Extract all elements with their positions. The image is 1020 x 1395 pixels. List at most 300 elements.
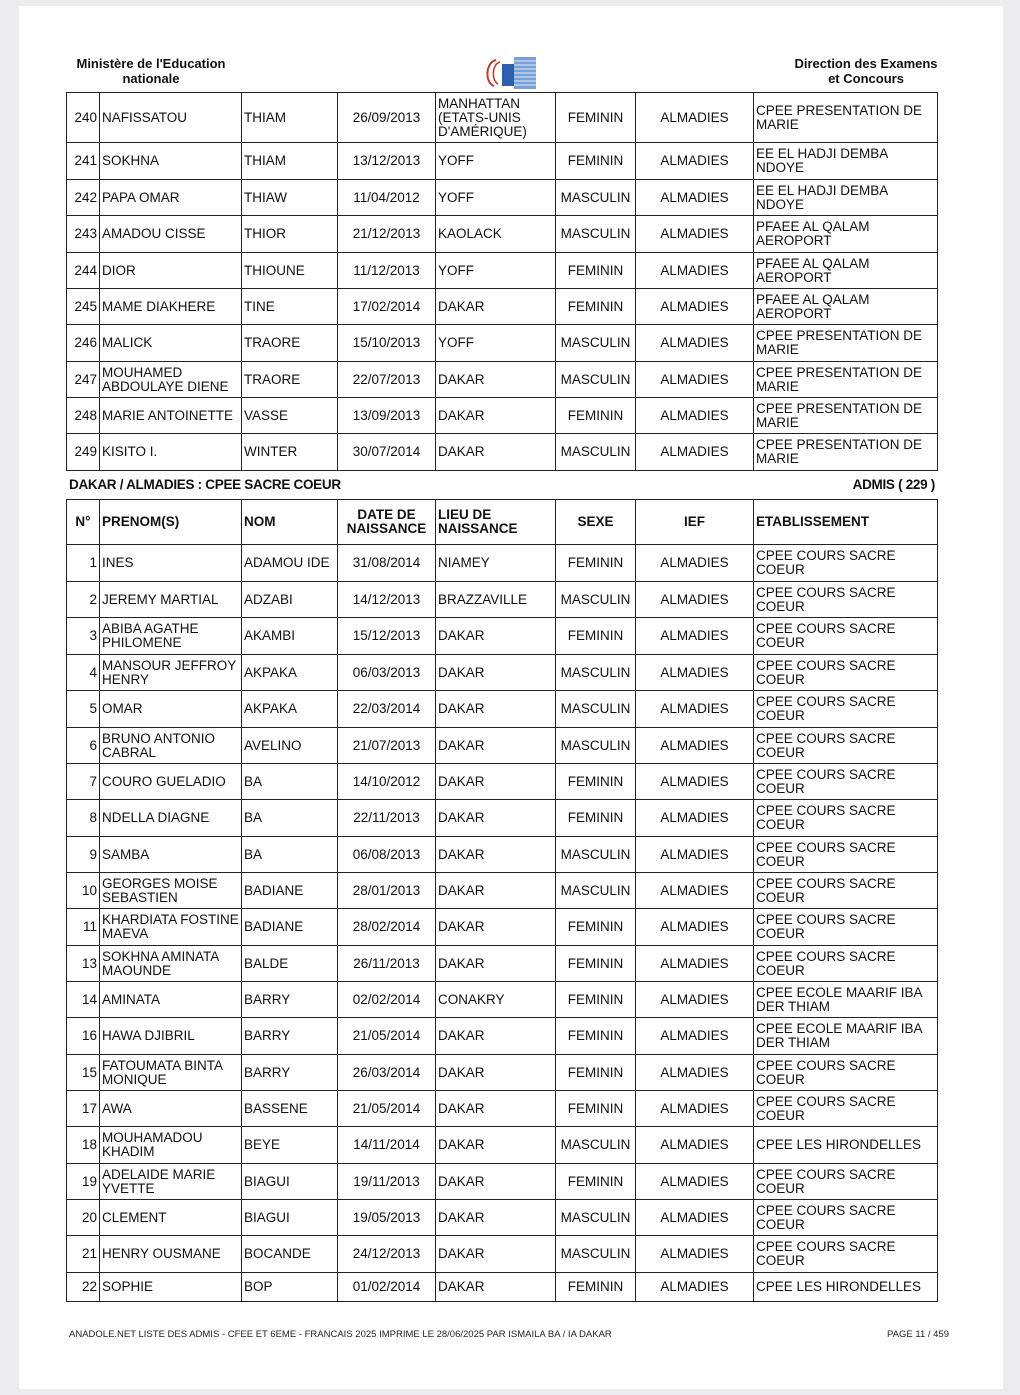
cell-no: 249 bbox=[67, 434, 100, 471]
cell-prenom: AWA bbox=[100, 1091, 242, 1127]
ministry-line-2: nationale bbox=[122, 71, 180, 86]
cell-no: 3 bbox=[67, 618, 100, 655]
cell-lieu: DAKAR bbox=[436, 691, 556, 728]
col-header-date: DATE DE NAISSANCE bbox=[338, 500, 436, 545]
cell-ief: ALMADIES bbox=[636, 93, 754, 143]
table-row bbox=[67, 909, 938, 946]
cell-prenom: SOKHNA AMINATA MAOUNDE bbox=[100, 946, 242, 982]
cell-no: 7 bbox=[67, 764, 100, 800]
cell-no: 1 bbox=[67, 545, 100, 582]
cell-ief: ALMADIES bbox=[636, 655, 754, 691]
cell-date: 11/12/2013 bbox=[338, 253, 436, 289]
cell-prenom: ABIBA AGATHE PHILOMENE bbox=[100, 618, 242, 655]
table-row bbox=[67, 289, 938, 325]
cell-date: 19/05/2013 bbox=[338, 1200, 436, 1236]
cell-no: 2 bbox=[67, 582, 100, 618]
cell-no: 242 bbox=[67, 180, 100, 216]
cell-nom: BARRY bbox=[242, 982, 338, 1018]
cell-no: 21 bbox=[67, 1236, 100, 1273]
cell-date: 26/11/2013 bbox=[338, 946, 436, 982]
cell-date: 28/01/2013 bbox=[338, 873, 436, 909]
cell-date: 15/10/2013 bbox=[338, 325, 436, 362]
col-header-etab: ETABLISSEMENT bbox=[754, 500, 938, 545]
cell-nom: THIAM bbox=[242, 143, 338, 180]
cell-ief: ALMADIES bbox=[636, 434, 754, 471]
cell-no: 6 bbox=[67, 728, 100, 764]
cell-etab: CPEE PRESENTATION DE MARIE bbox=[754, 434, 938, 471]
cell-prenom: CLEMENT bbox=[100, 1200, 242, 1236]
cell-etab: CPEE ECOLE MAARIF IBA DER THIAM bbox=[754, 982, 938, 1018]
cell-sexe: FEMININ bbox=[556, 1164, 636, 1200]
cell-nom: AVELINO bbox=[242, 728, 338, 764]
table-row bbox=[67, 582, 938, 618]
cell-sexe: FEMININ bbox=[556, 143, 636, 180]
cell-lieu: DAKAR bbox=[436, 434, 556, 471]
cell-nom: BA bbox=[242, 800, 338, 837]
cell-prenom: AMINATA bbox=[100, 982, 242, 1018]
cell-lieu: DAKAR bbox=[436, 1055, 556, 1091]
cell-prenom: DIOR bbox=[100, 253, 242, 289]
cell-etab: PFAEE AL QALAM AEROPORT bbox=[754, 289, 938, 325]
cell-etab: CPEE COURS SACRE COEUR bbox=[754, 691, 938, 728]
cell-ief: ALMADIES bbox=[636, 873, 754, 909]
cell-sexe: MASCULIN bbox=[556, 1236, 636, 1273]
cell-date: 01/02/2014 bbox=[338, 1273, 436, 1302]
cell-date: 17/02/2014 bbox=[338, 289, 436, 325]
cell-date: 21/05/2014 bbox=[338, 1018, 436, 1055]
cell-prenom: COURO GUELADIO bbox=[100, 764, 242, 800]
table-row bbox=[67, 655, 938, 691]
cell-etab: CPEE PRESENTATION DE MARIE bbox=[754, 398, 938, 434]
cell-lieu: DAKAR bbox=[436, 1236, 556, 1273]
document-page bbox=[19, 6, 1003, 1389]
table-row bbox=[67, 325, 938, 362]
cell-no: 17 bbox=[67, 1091, 100, 1127]
cell-no: 246 bbox=[67, 325, 100, 362]
cell-lieu: KAOLACK bbox=[436, 216, 556, 253]
cell-no: 20 bbox=[67, 1200, 100, 1236]
cell-date: 21/12/2013 bbox=[338, 216, 436, 253]
cell-etab: CPEE COURS SACRE COEUR bbox=[754, 545, 938, 582]
cell-prenom: INES bbox=[100, 545, 242, 582]
cell-etab: PFAEE AL QALAM AEROPORT bbox=[754, 216, 938, 253]
cell-sexe: FEMININ bbox=[556, 1273, 636, 1302]
admis-count: ADMIS ( 229 ) bbox=[852, 477, 935, 492]
table-row bbox=[67, 728, 938, 764]
table-header-row bbox=[67, 500, 938, 545]
cell-no: 13 bbox=[67, 946, 100, 982]
ministry-logo-icon bbox=[474, 56, 540, 90]
cell-lieu: YOFF bbox=[436, 143, 556, 180]
table-row bbox=[67, 1273, 938, 1302]
table-row bbox=[67, 216, 938, 253]
col-header-ief: IEF bbox=[636, 500, 754, 545]
cell-etab: CPEE COURS SACRE COEUR bbox=[754, 1164, 938, 1200]
col-header-lieu: LIEU DE NAISSANCE bbox=[436, 500, 556, 545]
cell-sexe: MASCULIN bbox=[556, 362, 636, 398]
cell-date: 19/11/2013 bbox=[338, 1164, 436, 1200]
cell-sexe: FEMININ bbox=[556, 618, 636, 655]
cell-nom: AKPAKA bbox=[242, 655, 338, 691]
cell-no: 5 bbox=[67, 691, 100, 728]
cell-no: 248 bbox=[67, 398, 100, 434]
cell-date: 26/03/2014 bbox=[338, 1055, 436, 1091]
cell-date: 06/08/2013 bbox=[338, 837, 436, 873]
cell-nom: BOP bbox=[242, 1273, 338, 1302]
cell-etab: EE EL HADJI DEMBA NDOYE bbox=[754, 143, 938, 180]
cell-no: 245 bbox=[67, 289, 100, 325]
table-row bbox=[67, 545, 938, 582]
cell-etab: CPEE COURS SACRE COEUR bbox=[754, 655, 938, 691]
cell-nom: TINE bbox=[242, 289, 338, 325]
table-row bbox=[67, 618, 938, 655]
cell-etab: CPEE COURS SACRE COEUR bbox=[754, 800, 938, 837]
cell-ief: ALMADIES bbox=[636, 398, 754, 434]
cell-prenom: OMAR bbox=[100, 691, 242, 728]
table-row bbox=[67, 434, 938, 471]
cell-date: 02/02/2014 bbox=[338, 982, 436, 1018]
cell-prenom: AMADOU CISSE bbox=[100, 216, 242, 253]
cell-etab: CPEE COURS SACRE COEUR bbox=[754, 728, 938, 764]
cell-prenom: JEREMY MARTIAL bbox=[100, 582, 242, 618]
cell-lieu: DAKAR bbox=[436, 873, 556, 909]
cell-nom: BADIANE bbox=[242, 909, 338, 946]
cell-nom: ADZABI bbox=[242, 582, 338, 618]
cell-lieu: DAKAR bbox=[436, 1273, 556, 1302]
table-row bbox=[67, 1164, 938, 1200]
cell-sexe: MASCULIN bbox=[556, 691, 636, 728]
cell-sexe: FEMININ bbox=[556, 909, 636, 946]
cell-nom: ADAMOU IDE bbox=[242, 545, 338, 582]
cell-lieu: DAKAR bbox=[436, 398, 556, 434]
cell-etab: CPEE COURS SACRE COEUR bbox=[754, 764, 938, 800]
table-row bbox=[67, 764, 938, 800]
cell-nom: THIOR bbox=[242, 216, 338, 253]
cell-prenom: ADELAIDE MARIE YVETTE bbox=[100, 1164, 242, 1200]
cell-no: 22 bbox=[67, 1273, 100, 1302]
cell-lieu: DAKAR bbox=[436, 800, 556, 837]
cell-lieu: YOFF bbox=[436, 325, 556, 362]
cell-nom: BA bbox=[242, 764, 338, 800]
cell-prenom: BRUNO ANTONIO CABRAL bbox=[100, 728, 242, 764]
cell-no: 247 bbox=[67, 362, 100, 398]
ministry-line-1: Ministère de l'Education bbox=[76, 56, 226, 71]
cell-date: 14/10/2012 bbox=[338, 764, 436, 800]
col-header-sexe: SEXE bbox=[556, 500, 636, 545]
cell-no: 16 bbox=[67, 1018, 100, 1055]
cell-ief: ALMADIES bbox=[636, 982, 754, 1018]
cell-etab: CPEE PRESENTATION DE MARIE bbox=[754, 325, 938, 362]
cell-nom: BADIANE bbox=[242, 873, 338, 909]
cell-nom: BASSENE bbox=[242, 1091, 338, 1127]
cell-prenom: NDELLA DIAGNE bbox=[100, 800, 242, 837]
cell-sexe: FEMININ bbox=[556, 800, 636, 837]
cell-ief: ALMADIES bbox=[636, 909, 754, 946]
cell-nom: BARRY bbox=[242, 1018, 338, 1055]
cell-nom: VASSE bbox=[242, 398, 338, 434]
cell-etab: CPEE LES HIRONDELLES bbox=[754, 1273, 938, 1302]
cell-lieu: DAKAR bbox=[436, 1091, 556, 1127]
cell-nom: BARRY bbox=[242, 1055, 338, 1091]
table-row bbox=[67, 362, 938, 398]
cell-lieu: DAKAR bbox=[436, 909, 556, 946]
cell-etab: CPEE COURS SACRE COEUR bbox=[754, 618, 938, 655]
cell-etab: CPEE COURS SACRE COEUR bbox=[754, 909, 938, 946]
table-row bbox=[67, 800, 938, 837]
cell-nom: BOCANDE bbox=[242, 1236, 338, 1273]
cell-ief: ALMADIES bbox=[636, 216, 754, 253]
cell-date: 21/05/2014 bbox=[338, 1091, 436, 1127]
cell-sexe: MASCULIN bbox=[556, 434, 636, 471]
col-header-no: N° bbox=[67, 500, 100, 545]
cell-ief: ALMADIES bbox=[636, 946, 754, 982]
cell-nom: TRAORE bbox=[242, 362, 338, 398]
cell-lieu: MANHATTAN (ETATS-UNIS D'AMÉRIQUE) bbox=[436, 93, 556, 143]
cell-date: 15/12/2013 bbox=[338, 618, 436, 655]
cell-no: 240 bbox=[67, 93, 100, 143]
table-row bbox=[67, 1236, 938, 1273]
cell-prenom: MAME DIAKHERE bbox=[100, 289, 242, 325]
direction-line-1: Direction des Examens bbox=[794, 56, 938, 71]
table-row bbox=[67, 143, 938, 180]
cell-ief: ALMADIES bbox=[636, 545, 754, 582]
cell-etab: CPEE COURS SACRE COEUR bbox=[754, 1055, 938, 1091]
cell-lieu: YOFF bbox=[436, 253, 556, 289]
cell-nom: BA bbox=[242, 837, 338, 873]
cell-sexe: MASCULIN bbox=[556, 325, 636, 362]
ministry-header bbox=[71, 56, 231, 86]
cell-nom: TRAORE bbox=[242, 325, 338, 362]
cell-sexe: FEMININ bbox=[556, 1018, 636, 1055]
cell-etab: CPEE COURS SACRE COEUR bbox=[754, 837, 938, 873]
cell-lieu: DAKAR bbox=[436, 1164, 556, 1200]
cell-date: 28/02/2014 bbox=[338, 909, 436, 946]
cell-ief: ALMADIES bbox=[636, 362, 754, 398]
cell-nom: THIAW bbox=[242, 180, 338, 216]
cell-lieu: BRAZZAVILLE bbox=[436, 582, 556, 618]
cell-nom: BIAGUI bbox=[242, 1200, 338, 1236]
cell-lieu: DAKAR bbox=[436, 362, 556, 398]
cell-prenom: SOKHNA bbox=[100, 143, 242, 180]
cell-date: 31/08/2014 bbox=[338, 545, 436, 582]
cell-sexe: FEMININ bbox=[556, 398, 636, 434]
cell-date: 06/03/2013 bbox=[338, 655, 436, 691]
cell-lieu: CONAKRY bbox=[436, 982, 556, 1018]
cell-prenom: NAFISSATOU bbox=[100, 93, 242, 143]
cell-ief: ALMADIES bbox=[636, 1018, 754, 1055]
cell-prenom: SOPHIE bbox=[100, 1273, 242, 1302]
cell-sexe: MASCULIN bbox=[556, 1200, 636, 1236]
cell-sexe: FEMININ bbox=[556, 946, 636, 982]
cell-nom: BEYE bbox=[242, 1127, 338, 1164]
cell-prenom: MANSOUR JEFFROY HENRY bbox=[100, 655, 242, 691]
col-header-prenom: PRENOM(S) bbox=[100, 500, 242, 545]
cell-prenom: KISITO I. bbox=[100, 434, 242, 471]
cell-sexe: MASCULIN bbox=[556, 873, 636, 909]
cell-ief: ALMADIES bbox=[636, 582, 754, 618]
table-row bbox=[67, 691, 938, 728]
table-row bbox=[67, 1200, 938, 1236]
cell-no: 8 bbox=[67, 800, 100, 837]
cell-sexe: MASCULIN bbox=[556, 655, 636, 691]
cell-lieu: YOFF bbox=[436, 180, 556, 216]
table-row bbox=[67, 180, 938, 216]
cell-date: 13/09/2013 bbox=[338, 398, 436, 434]
table-row bbox=[67, 982, 938, 1018]
cell-ief: ALMADIES bbox=[636, 1273, 754, 1302]
cell-lieu: DAKAR bbox=[436, 618, 556, 655]
cell-sexe: FEMININ bbox=[556, 545, 636, 582]
cell-ief: ALMADIES bbox=[636, 180, 754, 216]
cell-date: 11/04/2012 bbox=[338, 180, 436, 216]
cell-nom: BALDE bbox=[242, 946, 338, 982]
table-row bbox=[67, 1018, 938, 1055]
cell-ief: ALMADIES bbox=[636, 143, 754, 180]
cell-ief: ALMADIES bbox=[636, 837, 754, 873]
cell-prenom: PAPA OMAR bbox=[100, 180, 242, 216]
cell-date: 26/09/2013 bbox=[338, 93, 436, 143]
table-row bbox=[67, 1127, 938, 1164]
cell-sexe: MASCULIN bbox=[556, 1127, 636, 1164]
cell-ief: ALMADIES bbox=[636, 289, 754, 325]
cell-lieu: DAKAR bbox=[436, 837, 556, 873]
cell-sexe: FEMININ bbox=[556, 764, 636, 800]
cell-sexe: MASCULIN bbox=[556, 728, 636, 764]
cell-sexe: FEMININ bbox=[556, 93, 636, 143]
cell-no: 18 bbox=[67, 1127, 100, 1164]
cell-ief: ALMADIES bbox=[636, 691, 754, 728]
cell-no: 243 bbox=[67, 216, 100, 253]
cell-sexe: FEMININ bbox=[556, 982, 636, 1018]
cell-prenom: FATOUMATA BINTA MONIQUE bbox=[100, 1055, 242, 1091]
cell-nom: WINTER bbox=[242, 434, 338, 471]
cell-ief: ALMADIES bbox=[636, 253, 754, 289]
cell-etab: CPEE COURS SACRE COEUR bbox=[754, 873, 938, 909]
table-row bbox=[67, 93, 938, 143]
cell-prenom: MARIE ANTOINETTE bbox=[100, 398, 242, 434]
cell-etab: EE EL HADJI DEMBA NDOYE bbox=[754, 180, 938, 216]
cell-etab: CPEE ECOLE MAARIF IBA DER THIAM bbox=[754, 1018, 938, 1055]
cell-ief: ALMADIES bbox=[636, 800, 754, 837]
table-row bbox=[67, 837, 938, 873]
cell-ief: ALMADIES bbox=[636, 764, 754, 800]
cell-nom: THIAM bbox=[242, 93, 338, 143]
cell-no: 10 bbox=[67, 873, 100, 909]
cell-date: 22/07/2013 bbox=[338, 362, 436, 398]
cell-no: 11 bbox=[67, 909, 100, 946]
cell-etab: PFAEE AL QALAM AEROPORT bbox=[754, 253, 938, 289]
cell-lieu: DAKAR bbox=[436, 1200, 556, 1236]
cell-etab: CPEE LES HIRONDELLES bbox=[754, 1127, 938, 1164]
cell-lieu: DAKAR bbox=[436, 1127, 556, 1164]
cell-ief: ALMADIES bbox=[636, 325, 754, 362]
cell-ief: ALMADIES bbox=[636, 618, 754, 655]
cell-date: 13/12/2013 bbox=[338, 143, 436, 180]
cell-date: 22/03/2014 bbox=[338, 691, 436, 728]
results-table bbox=[66, 499, 938, 1302]
cell-nom: BIAGUI bbox=[242, 1164, 338, 1200]
cell-prenom: GEORGES MOISE SEBASTIEN bbox=[100, 873, 242, 909]
cell-sexe: FEMININ bbox=[556, 253, 636, 289]
table-row bbox=[67, 1055, 938, 1091]
cell-no: 19 bbox=[67, 1164, 100, 1200]
cell-prenom: MOUHAMED ABDOULAYE DIENE bbox=[100, 362, 242, 398]
cell-prenom: KHARDIATA FOSTINE MAEVA bbox=[100, 909, 242, 946]
cell-etab: CPEE COURS SACRE COEUR bbox=[754, 1236, 938, 1273]
cell-sexe: MASCULIN bbox=[556, 837, 636, 873]
cell-prenom: MOUHAMADOU KHADIM bbox=[100, 1127, 242, 1164]
cell-etab: CPEE PRESENTATION DE MARIE bbox=[754, 93, 938, 143]
page-number: PAGE 11 / 459 bbox=[887, 1329, 949, 1340]
section-title: DAKAR / ALMADIES : CPEE SACRE COEUR bbox=[69, 477, 341, 492]
cell-ief: ALMADIES bbox=[636, 1200, 754, 1236]
cell-date: 14/11/2014 bbox=[338, 1127, 436, 1164]
cell-prenom: SAMBA bbox=[100, 837, 242, 873]
cell-lieu: DAKAR bbox=[436, 289, 556, 325]
cell-no: 15 bbox=[67, 1055, 100, 1091]
table-row bbox=[67, 946, 938, 982]
cell-nom: THIOUNE bbox=[242, 253, 338, 289]
cell-etab: CPEE PRESENTATION DE MARIE bbox=[754, 362, 938, 398]
col-header-nom: NOM bbox=[242, 500, 338, 545]
cell-no: 244 bbox=[67, 253, 100, 289]
cell-lieu: DAKAR bbox=[436, 655, 556, 691]
cell-sexe: FEMININ bbox=[556, 1091, 636, 1127]
cell-ief: ALMADIES bbox=[636, 1055, 754, 1091]
direction-header bbox=[786, 56, 946, 86]
cell-sexe: FEMININ bbox=[556, 1055, 636, 1091]
cell-etab: CPEE COURS SACRE COEUR bbox=[754, 1091, 938, 1127]
cell-date: 21/07/2013 bbox=[338, 728, 436, 764]
cell-no: 14 bbox=[67, 982, 100, 1018]
cell-date: 14/12/2013 bbox=[338, 582, 436, 618]
cell-etab: CPEE COURS SACRE COEUR bbox=[754, 1200, 938, 1236]
table-row bbox=[67, 253, 938, 289]
cell-ief: ALMADIES bbox=[636, 1164, 754, 1200]
table-row bbox=[67, 398, 938, 434]
cell-etab: CPEE COURS SACRE COEUR bbox=[754, 582, 938, 618]
direction-line-2: et Concours bbox=[828, 71, 904, 86]
cell-sexe: MASCULIN bbox=[556, 216, 636, 253]
cell-lieu: DAKAR bbox=[436, 1018, 556, 1055]
cell-ief: ALMADIES bbox=[636, 1236, 754, 1273]
cell-no: 4 bbox=[67, 655, 100, 691]
cell-prenom: MALICK bbox=[100, 325, 242, 362]
footer-print-info: ANADOLE.NET LISTE DES ADMIS - CFEE ET 6EME - FRANCAIS 2025 IMPRIME LE 28/06/2025 PAR ISMAILA BA / IA DAKAR bbox=[69, 1329, 612, 1340]
cell-nom: AKPAKA bbox=[242, 691, 338, 728]
cell-sexe: MASCULIN bbox=[556, 180, 636, 216]
cell-date: 22/11/2013 bbox=[338, 800, 436, 837]
cell-no: 9 bbox=[67, 837, 100, 873]
cell-lieu: NIAMEY bbox=[436, 545, 556, 582]
table-row bbox=[67, 1091, 938, 1127]
cell-etab: CPEE COURS SACRE COEUR bbox=[754, 946, 938, 982]
cell-lieu: DAKAR bbox=[436, 728, 556, 764]
cell-lieu: DAKAR bbox=[436, 764, 556, 800]
cell-lieu: DAKAR bbox=[436, 946, 556, 982]
cell-ief: ALMADIES bbox=[636, 1091, 754, 1127]
cell-ief: ALMADIES bbox=[636, 728, 754, 764]
cell-date: 30/07/2014 bbox=[338, 434, 436, 471]
table-row bbox=[67, 873, 938, 909]
cell-date: 24/12/2013 bbox=[338, 1236, 436, 1273]
cell-sexe: MASCULIN bbox=[556, 582, 636, 618]
cell-no: 241 bbox=[67, 143, 100, 180]
cell-nom: AKAMBI bbox=[242, 618, 338, 655]
cell-prenom: HENRY OUSMANE bbox=[100, 1236, 242, 1273]
cell-ief: ALMADIES bbox=[636, 1127, 754, 1164]
cell-sexe: FEMININ bbox=[556, 289, 636, 325]
